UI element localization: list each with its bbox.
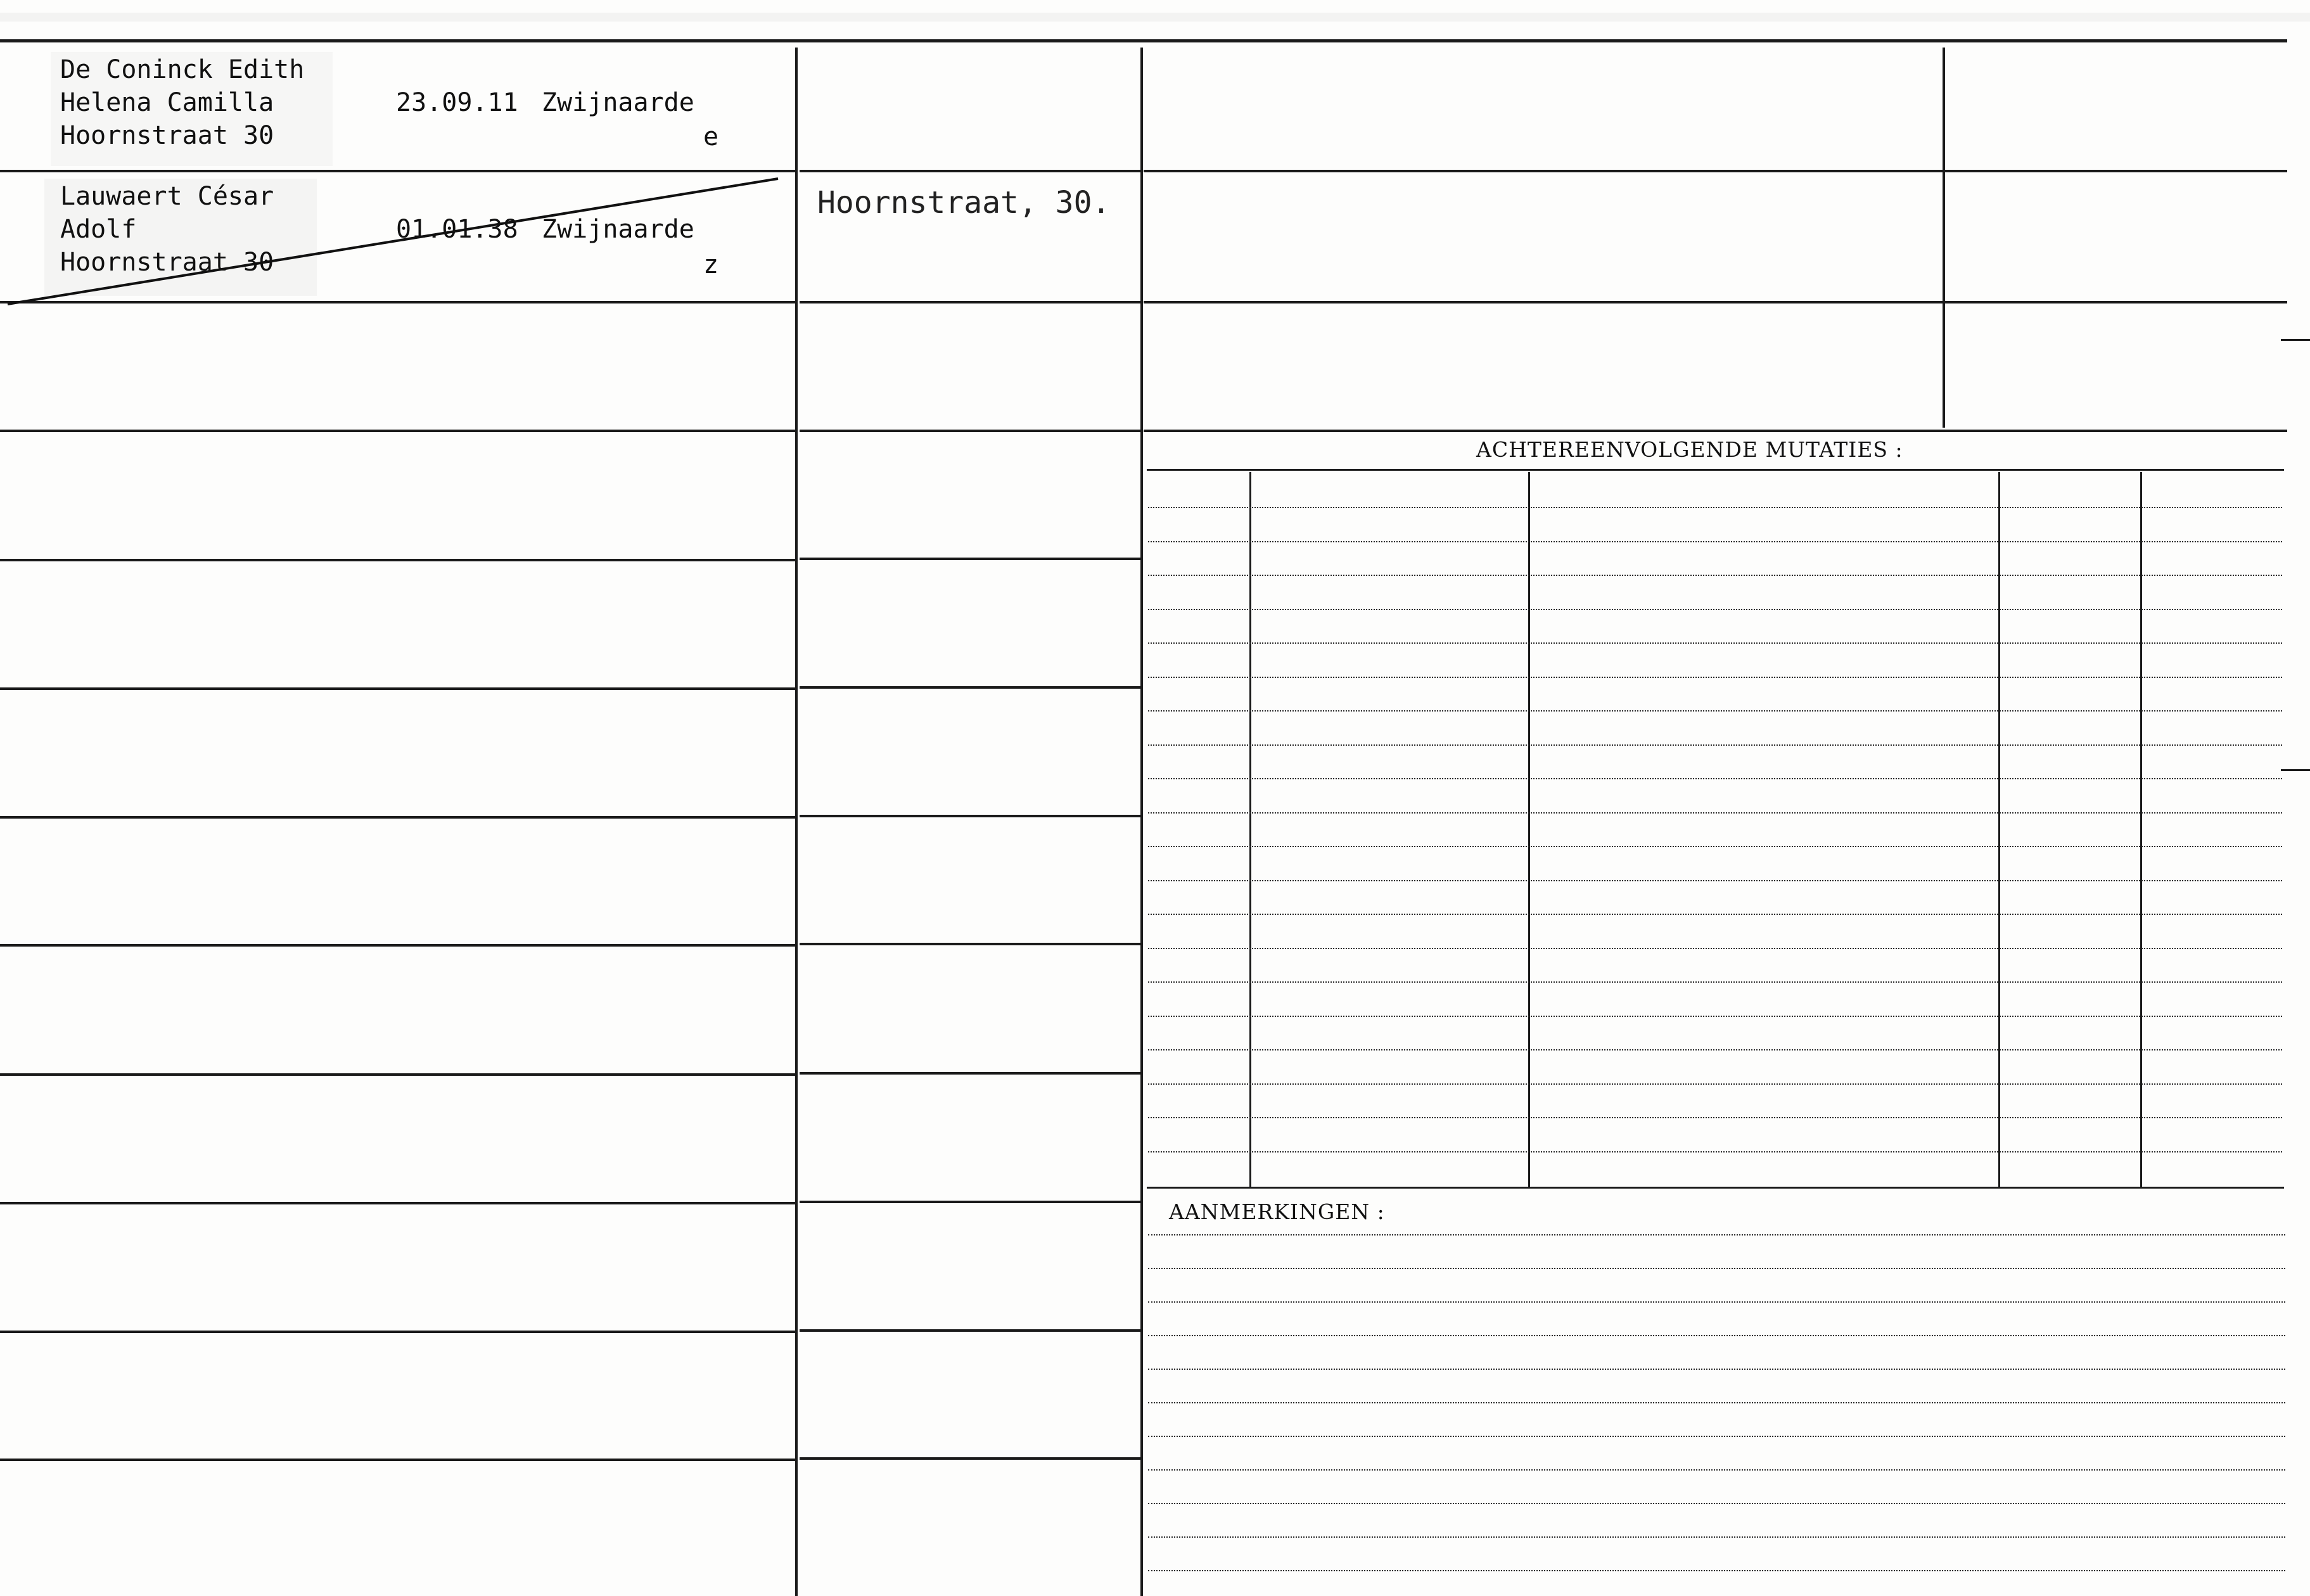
row-line	[800, 1329, 1140, 1332]
row-line	[0, 1331, 795, 1333]
entry-2-birth-date: 01.01.38	[396, 215, 518, 244]
remarks-ruled-line	[1148, 1469, 2285, 1471]
row-line	[800, 430, 1140, 432]
remarks-ruled-line	[1148, 1234, 2285, 1235]
remarks-ruled-line	[1148, 1369, 2285, 1370]
mutations-col-line	[1998, 472, 2000, 1188]
mutations-ruled-line	[1148, 914, 2282, 915]
remarks-ruled-line	[1148, 1301, 2285, 1303]
mutations-ruled-line	[1148, 1049, 2282, 1050]
remarks-ruled-line	[1148, 1335, 2285, 1336]
column-divider-1	[795, 48, 798, 1596]
entry-2-code: z	[703, 250, 719, 279]
mutations-ruled-line	[1148, 642, 2282, 644]
row-line	[0, 559, 795, 561]
entry-2-name-line1: Lauwaert César	[60, 182, 274, 211]
remarks-ruled-line	[1148, 1503, 2285, 1504]
mutations-ruled-line	[1148, 1016, 2282, 1017]
entry-2-name-line2: Adolf	[60, 215, 137, 244]
row-line	[800, 686, 1140, 689]
mutations-ruled-line	[1148, 609, 2282, 610]
row-line	[0, 816, 795, 819]
edge-tick	[2281, 339, 2310, 341]
mutations-ruled-line	[1148, 507, 2282, 508]
row-line	[0, 1202, 795, 1204]
row-line	[800, 558, 1140, 560]
mutations-ruled-line	[1148, 677, 2282, 678]
row-line	[800, 301, 1140, 303]
remarks-ruled-line	[1148, 1268, 2285, 1269]
row-line	[800, 1201, 1140, 1203]
mutations-ruled-line	[1148, 1151, 2282, 1152]
mutations-ruled-line	[1148, 880, 2282, 881]
entry-2-strike-line	[0, 171, 792, 310]
mutations-col-line	[1528, 472, 1530, 1188]
mutations-heading: ACHTEREENVOLGENDE MUTATIES :	[1476, 437, 1903, 462]
address-note: Hoornstraat, 30.	[817, 185, 1111, 220]
mutations-table-bottom	[1147, 1187, 2284, 1189]
top-border-line	[0, 39, 2287, 42]
mutations-ruled-line	[1148, 710, 2282, 712]
entry-1-street: Hoornstraat 30	[60, 121, 274, 150]
row-line	[1144, 301, 2287, 303]
remarks-heading: AANMERKINGEN :	[1169, 1199, 1385, 1224]
column-divider-3	[1943, 48, 1945, 428]
row-line	[800, 170, 1140, 172]
entry-1-name-line2: Helena Camilla	[60, 88, 274, 117]
row-line	[0, 687, 795, 690]
column-divider-2	[1140, 48, 1143, 1596]
mutations-ruled-line	[1148, 812, 2282, 814]
scan-noise-strip	[0, 13, 2310, 22]
remarks-ruled-line	[1148, 1536, 2285, 1538]
row-line	[800, 1072, 1140, 1075]
remarks-ruled-line	[1148, 1436, 2285, 1437]
row-line	[800, 815, 1140, 817]
mutations-ruled-line	[1148, 846, 2282, 847]
row-line	[1144, 430, 2287, 432]
mutations-ruled-line	[1148, 541, 2282, 542]
row-line	[0, 1073, 795, 1076]
row-line	[0, 1459, 795, 1461]
row-line	[0, 430, 795, 432]
mutations-col-line	[1249, 472, 1251, 1188]
entry-2-birth-place: Zwijnaarde	[542, 215, 694, 244]
remarks-ruled-line	[1148, 1402, 2285, 1403]
entry-2-street: Hoornstraat 30	[60, 248, 274, 277]
mutations-ruled-line	[1148, 575, 2282, 576]
entry-1-birth-date: 23.09.11	[396, 88, 518, 117]
mutations-ruled-line	[1148, 948, 2282, 949]
entry-1-code: e	[703, 122, 719, 151]
mutations-table-top	[1147, 469, 2284, 471]
mutations-ruled-line	[1148, 1083, 2282, 1085]
mutations-ruled-line	[1148, 744, 2282, 746]
remarks-ruled-line	[1148, 1570, 2285, 1571]
mutations-col-line	[2140, 472, 2142, 1188]
mutations-ruled-line	[1148, 778, 2282, 779]
row-line	[1144, 170, 2287, 172]
mutations-ruled-line	[1148, 1117, 2282, 1118]
edge-tick	[2281, 769, 2310, 771]
mutations-ruled-line	[1148, 981, 2282, 983]
row-line	[0, 944, 795, 947]
row-line	[800, 1457, 1140, 1460]
row-line	[800, 943, 1140, 945]
entry-1-birth-place: Zwijnaarde	[542, 88, 694, 117]
entry-1-name-line1: De Coninck Edith	[60, 55, 305, 84]
